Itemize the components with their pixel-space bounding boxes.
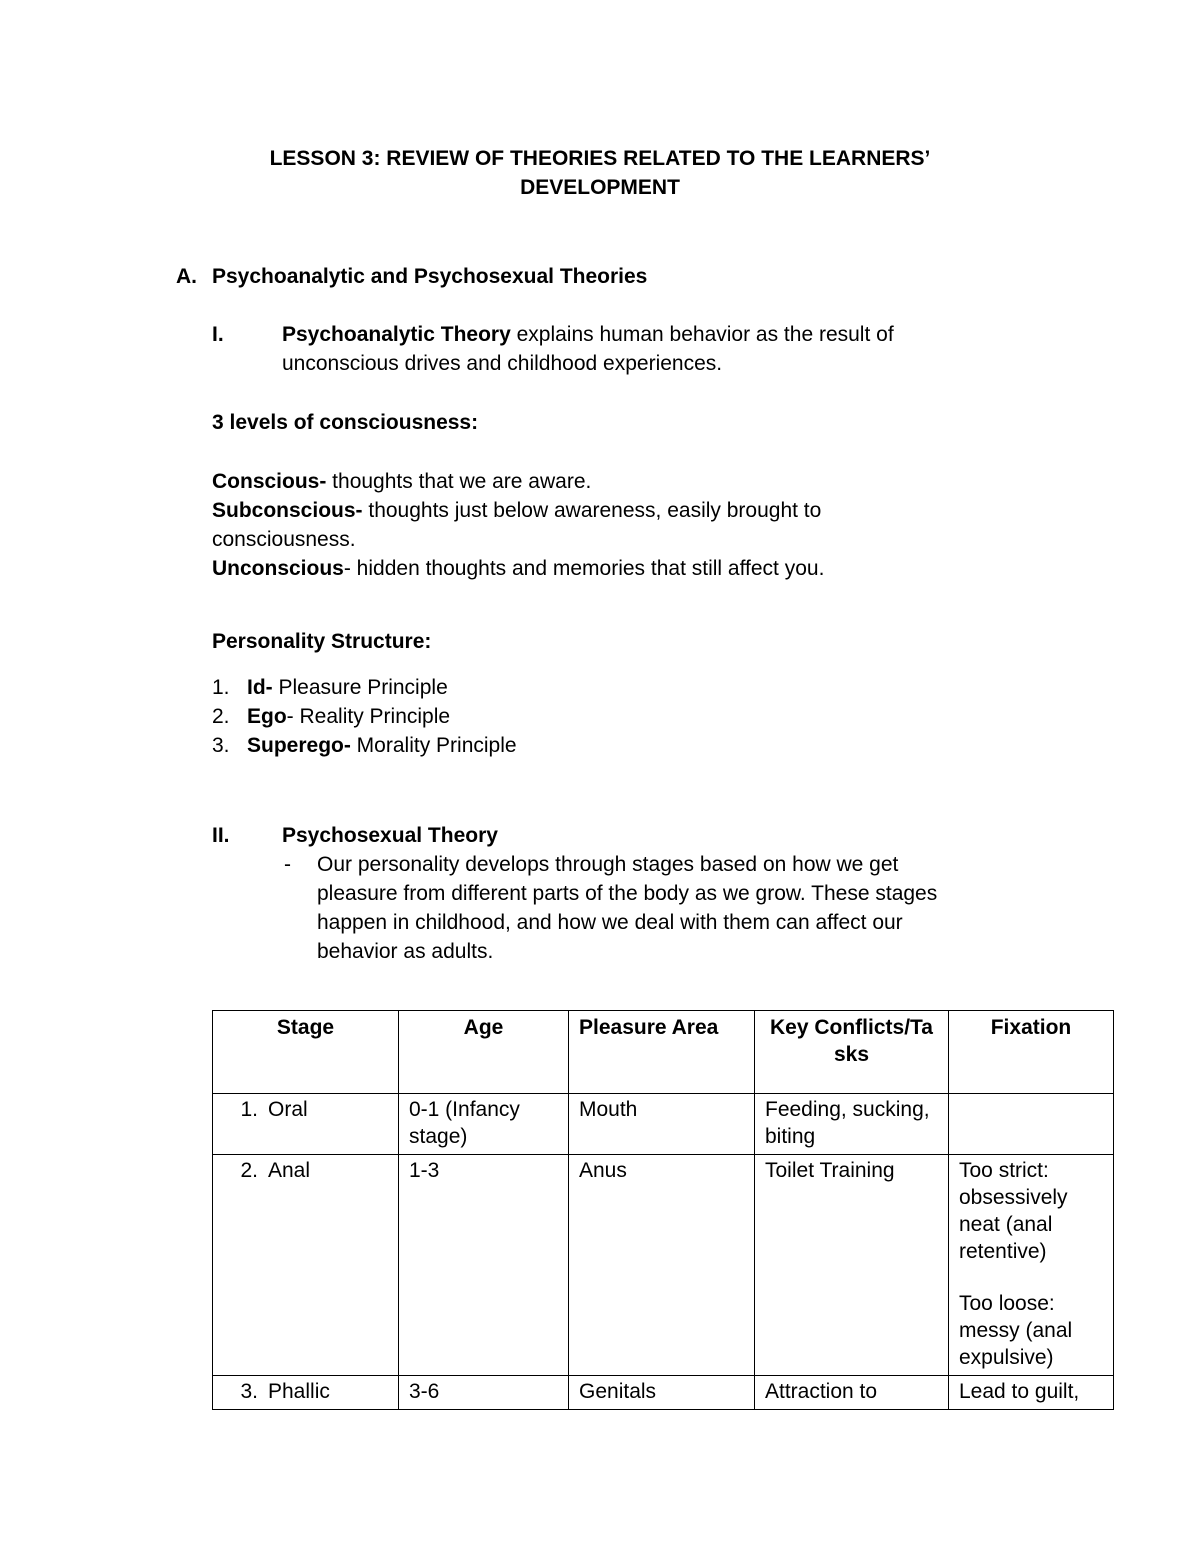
stage-name: Phallic — [268, 1380, 330, 1403]
psychosexual-stages-table — [212, 1010, 1114, 1410]
table-row — [213, 1155, 1114, 1376]
stage-cell — [213, 1376, 399, 1410]
theory2-line2: pleasure from different parts of the body as we grow. These stages — [317, 882, 938, 905]
personality-heading: Personality Structure: — [212, 630, 432, 653]
personality-item-3 — [212, 731, 230, 760]
table-row — [213, 1094, 1114, 1155]
stage-cell — [213, 1155, 399, 1376]
conflict-cell: Attraction to — [755, 1376, 949, 1410]
lesson-title-line1: LESSON 3: REVIEW OF THEORIES RELATED TO THE LEARNERS’ — [269, 147, 931, 170]
levels-heading: 3 levels of consciousness: — [212, 411, 479, 434]
header-pleasure-area: Pleasure Area — [569, 1011, 755, 1094]
ego-text: - Reality Principle — [286, 705, 451, 728]
header-age: Age — [399, 1011, 569, 1094]
stage-num: 1. — [240, 1098, 258, 1121]
section-a-marker: A. — [176, 265, 197, 288]
age-cell: 0-1 (Infancy stage) — [399, 1094, 569, 1155]
superego-text: Morality Principle — [350, 734, 517, 757]
subconscious-text1: thoughts just below awareness, easily brought to — [362, 499, 822, 522]
stage-num: 3. — [240, 1380, 258, 1403]
header-fixation: Fixation — [949, 1011, 1114, 1094]
level-unconscious — [212, 554, 824, 583]
fixation-cell — [949, 1155, 1114, 1376]
theory1-line2: unconscious drives and childhood experiences. — [282, 352, 723, 375]
age-cell: 1-3 — [399, 1155, 569, 1376]
theory2-dash: - — [284, 853, 291, 876]
theory1-marker: I. — [212, 323, 224, 346]
ego-term: Ego — [247, 705, 287, 728]
stage-num: 2. — [240, 1159, 258, 1182]
conscious-term: Conscious- — [212, 470, 327, 493]
personality-item-1-body — [247, 673, 448, 702]
id-text: Pleasure Principle — [272, 676, 448, 699]
table-header-row — [213, 1011, 1114, 1094]
theory1-term: Psychoanalytic Theory — [282, 323, 511, 346]
personality-item-3-body — [247, 731, 517, 760]
theory2-line1: Our personality develops through stages based on how we get — [317, 853, 899, 876]
theory2-marker: II. — [212, 824, 230, 847]
theory1-text1: explains human behavior as the result of — [510, 323, 894, 346]
header-stage: Stage — [213, 1011, 399, 1094]
fixation-cell — [949, 1094, 1114, 1155]
level-conscious — [212, 467, 591, 496]
theory1-line1 — [282, 320, 894, 349]
stage-name: Anal — [268, 1159, 311, 1182]
lesson-title-line2: DEVELOPMENT — [520, 176, 680, 199]
stage-name: Oral — [268, 1098, 308, 1121]
item-1-num: 1. — [212, 676, 230, 699]
superego-term: Superego- — [247, 734, 351, 757]
personality-item-2 — [212, 702, 230, 731]
level-subconscious — [212, 496, 821, 525]
personality-item-2-body — [247, 702, 450, 731]
area-cell: Anus — [569, 1155, 755, 1376]
fixation-strict: Too strict: obsessively neat (anal retentive) — [959, 1159, 1068, 1263]
theory2-line3: happen in childhood, and how we deal with them can affect our — [317, 911, 903, 934]
conflict-cell: Toilet Training — [755, 1155, 949, 1376]
conscious-text: thoughts that we are aware. — [326, 470, 592, 493]
unconscious-text: - hidden thoughts and memories that still affect you. — [343, 557, 825, 580]
area-cell: Mouth — [569, 1094, 755, 1155]
conflict-cell: Feeding, sucking, biting — [755, 1094, 949, 1155]
stage-cell — [213, 1094, 399, 1155]
id-term: Id- — [247, 676, 273, 699]
theory2-heading: Psychosexual Theory — [282, 824, 498, 847]
level-subconscious-cont: consciousness. — [212, 528, 356, 551]
fixation-loose: Too loose: messy (anal expulsive) — [959, 1292, 1073, 1369]
item-2-num: 2. — [212, 705, 230, 728]
fixation-cell: Lead to guilt, — [949, 1376, 1114, 1410]
item-3-num: 3. — [212, 734, 230, 757]
theory2-line4: behavior as adults. — [317, 940, 494, 963]
unconscious-term: Unconscious — [212, 557, 344, 580]
age-cell: 3-6 — [399, 1376, 569, 1410]
section-a-heading: Psychoanalytic and Psychosexual Theories — [212, 265, 648, 288]
area-cell: Genitals — [569, 1376, 755, 1410]
header-key-conflicts: Key Conflicts/Tasks — [755, 1011, 949, 1094]
personality-item-1 — [212, 673, 230, 702]
table-row — [213, 1376, 1114, 1410]
subconscious-term: Subconscious- — [212, 499, 363, 522]
